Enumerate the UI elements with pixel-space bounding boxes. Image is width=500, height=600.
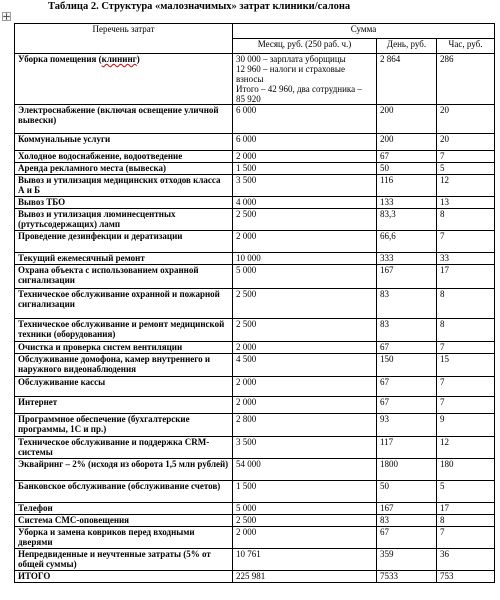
day-cost-cell: 83: [377, 515, 437, 527]
header-hour: Час, руб.: [437, 39, 495, 54]
month-cost-cell: 4 000: [233, 197, 377, 209]
month-cost-line: Итого – 42 960, два сотрудника – 85 920: [236, 84, 362, 104]
month-cost-cell: 3 500: [233, 437, 377, 459]
day-cost-cell: 167: [377, 265, 437, 289]
table-row: [15, 319, 495, 342]
hour-cost-cell: 9: [437, 414, 495, 437]
table-row: [15, 197, 495, 209]
cost-item-name: Вывоз и утилизация медицинских отходов класса А и Б: [15, 175, 233, 197]
day-cost-cell: 359: [377, 549, 437, 571]
cost-item-name: Электроснабжение (включая освещение уличной вывески): [15, 105, 233, 134]
header-day: День, руб.: [377, 39, 437, 54]
cost-item-name: Аренда рекламного места (вывеска): [15, 163, 233, 175]
cost-item-name: Вывоз ТБО: [15, 197, 233, 209]
table-row: [15, 397, 495, 414]
hour-cost-cell: 7: [437, 397, 495, 414]
table-row: [15, 265, 495, 289]
hour-cost-cell: 5: [437, 163, 495, 175]
month-cost-cell: 2 800: [233, 414, 377, 437]
cost-item-name: ИТОГО: [15, 571, 233, 583]
table-row: [15, 163, 495, 175]
table-row: [15, 209, 495, 231]
hour-cost-cell: 7: [437, 231, 495, 253]
day-cost-cell: 2 864: [377, 54, 437, 105]
month-cost-cell: 2 500: [233, 515, 377, 527]
day-cost-cell: 93: [377, 414, 437, 437]
table-row: [15, 481, 495, 503]
hour-cost-cell: 8: [437, 209, 495, 231]
day-cost-cell: 83,3: [377, 209, 437, 231]
day-cost-cell: 116: [377, 175, 437, 197]
month-cost-cell: 5 000: [233, 503, 377, 515]
month-cost-line: 30 000 – зарплата уборщицы: [236, 54, 346, 64]
hour-cost-cell: 7: [437, 342, 495, 354]
cost-item-name: Интернет: [15, 397, 233, 414]
month-cost-cell: 2 000: [233, 397, 377, 414]
table-row: [15, 54, 495, 105]
hour-cost-cell: 20: [437, 134, 495, 151]
hour-cost-cell: 286: [437, 54, 495, 105]
month-cost-cell: 225 981: [233, 571, 377, 583]
table-row: [15, 134, 495, 151]
day-cost-cell: 67: [377, 342, 437, 354]
table-row: [15, 515, 495, 527]
cost-item-name: Текущий ежемесячный ремонт: [15, 253, 233, 265]
table-row: [15, 549, 495, 571]
hour-cost-cell: 8: [437, 319, 495, 342]
hour-cost-cell: 33: [437, 253, 495, 265]
day-cost-cell: 117: [377, 437, 437, 459]
day-cost-cell: 333: [377, 253, 437, 265]
day-cost-cell: 83: [377, 319, 437, 342]
table-row: [15, 377, 495, 397]
month-cost-cell: [233, 54, 377, 105]
day-cost-cell: 150: [377, 354, 437, 377]
header-sum: Сумма: [233, 24, 495, 39]
cost-item-name: Техническое обслуживание и ремонт медицинской техники (оборудования): [15, 319, 233, 342]
header-cost-item: Перечень затрат: [15, 24, 233, 54]
hour-cost-cell: 13: [437, 197, 495, 209]
hour-cost-cell: 20: [437, 105, 495, 134]
day-cost-cell: 50: [377, 163, 437, 175]
month-cost-cell: 2 000: [233, 527, 377, 549]
hour-cost-cell: 5: [437, 481, 495, 503]
table-row: [15, 289, 495, 319]
day-cost-cell: 167: [377, 503, 437, 515]
header-month: Месяц, руб. (250 раб. ч.): [233, 39, 377, 54]
cost-item-name: Техническое обслуживание охранной и пожарной сигнализации: [15, 289, 233, 319]
month-cost-cell: 10 761: [233, 549, 377, 571]
table-row: [15, 253, 495, 265]
hour-cost-cell: 753: [437, 571, 495, 583]
hour-cost-cell: 7: [437, 527, 495, 549]
cost-item-name: Холодное водоснабжение, водоотведение: [15, 151, 233, 163]
month-cost-cell: 1 500: [233, 481, 377, 503]
table-move-handle-icon[interactable]: [2, 12, 11, 21]
month-cost-cell: 1 500: [233, 163, 377, 175]
cost-structure-table: [14, 23, 495, 583]
cost-item-name-part: Уборка помещения (: [18, 54, 102, 64]
cost-item-name: Охрана объекта с использованием охранной сигнализации: [15, 265, 233, 289]
hour-cost-cell: 17: [437, 503, 495, 515]
day-cost-cell: 67: [377, 377, 437, 397]
cost-item-name: Телефон: [15, 503, 233, 515]
cost-item-name: Система СМС-оповещения: [15, 515, 233, 527]
cost-item-name: Очистка и проверка систем вентиляции: [15, 342, 233, 354]
table-row: [15, 354, 495, 377]
day-cost-cell: 66,6: [377, 231, 437, 253]
hour-cost-cell: 8: [437, 515, 495, 527]
day-cost-cell: 1800: [377, 459, 437, 481]
day-cost-cell: 67: [377, 151, 437, 163]
cost-item-name: Техническое обслуживание и поддержка CRM-системы: [15, 437, 233, 459]
table-row: [15, 414, 495, 437]
day-cost-cell: 67: [377, 527, 437, 549]
cost-item-name: Вывоз и утилизация люминесцентных (ртутьсодержащих) ламп: [15, 209, 233, 231]
cost-item-name: [15, 54, 233, 105]
cost-item-name: Банковское обслуживание (обслуживание счетов): [15, 481, 233, 503]
hour-cost-cell: 17: [437, 265, 495, 289]
month-cost-line: 12 960 – налоги и страховые взносы: [236, 64, 345, 84]
day-cost-cell: 83: [377, 289, 437, 319]
month-cost-cell: 54 000: [233, 459, 377, 481]
table-row: [15, 437, 495, 459]
cost-item-name-part: ): [136, 54, 140, 64]
month-cost-cell: 6 000: [233, 105, 377, 134]
hour-cost-cell: 12: [437, 437, 495, 459]
day-cost-cell: 67: [377, 397, 437, 414]
month-cost-cell: 3 500: [233, 175, 377, 197]
month-cost-cell: 2 500: [233, 209, 377, 231]
month-cost-cell: 5 000: [233, 265, 377, 289]
month-cost-cell: 2 500: [233, 319, 377, 342]
cost-item-name: Уборка и замена ковриков перед входными дверями: [15, 527, 233, 549]
day-cost-cell: 133: [377, 197, 437, 209]
cost-item-name: Обслуживание домофона, камер внутреннего и наружного видеонаблюдения: [15, 354, 233, 377]
day-cost-cell: 50: [377, 481, 437, 503]
month-cost-cell: 2 000: [233, 342, 377, 354]
month-cost-cell: 2 000: [233, 377, 377, 397]
table-caption: Таблица 2. Структура «малозначимых» затрат клиники/салона: [48, 1, 351, 12]
cost-item-name: Обслуживание кассы: [15, 377, 233, 397]
cost-item-name: Программное обеспечение (бухгалтерские программы, 1С и пр.): [15, 414, 233, 437]
cost-item-name: Проведение дезинфекции и дератизации: [15, 231, 233, 253]
hour-cost-cell: 12: [437, 175, 495, 197]
hour-cost-cell: 8: [437, 289, 495, 319]
month-cost-cell: 6 000: [233, 134, 377, 151]
hour-cost-cell: 15: [437, 354, 495, 377]
table-row: [15, 105, 495, 134]
hour-cost-cell: 180: [437, 459, 495, 481]
table-row: [15, 503, 495, 515]
table-row: [15, 151, 495, 163]
hour-cost-cell: 36: [437, 549, 495, 571]
day-cost-cell: 200: [377, 105, 437, 134]
hour-cost-cell: 7: [437, 377, 495, 397]
month-cost-cell: 2 500: [233, 289, 377, 319]
month-cost-cell: 2 000: [233, 151, 377, 163]
day-cost-cell: 7533: [377, 571, 437, 583]
month-cost-cell: 4 500: [233, 354, 377, 377]
table-row: [15, 231, 495, 253]
month-cost-cell: 2 000: [233, 231, 377, 253]
table-row: [15, 527, 495, 549]
day-cost-cell: 200: [377, 134, 437, 151]
table-row: [15, 459, 495, 481]
spellcheck-word[interactable]: клининг: [101, 54, 137, 64]
table-row: [15, 342, 495, 354]
cost-item-name: Коммунальные услуги: [15, 134, 233, 151]
hour-cost-cell: 7: [437, 151, 495, 163]
month-cost-cell: 10 000: [233, 253, 377, 265]
cost-item-name: Эквайринг – 2% (исходя из оборота 1,5 млн рублей): [15, 459, 233, 481]
table-row-total: [15, 571, 495, 583]
table-row: [15, 175, 495, 197]
cost-item-name: Непредвиденные и неучтенные затраты (5% от общей суммы): [15, 549, 233, 571]
